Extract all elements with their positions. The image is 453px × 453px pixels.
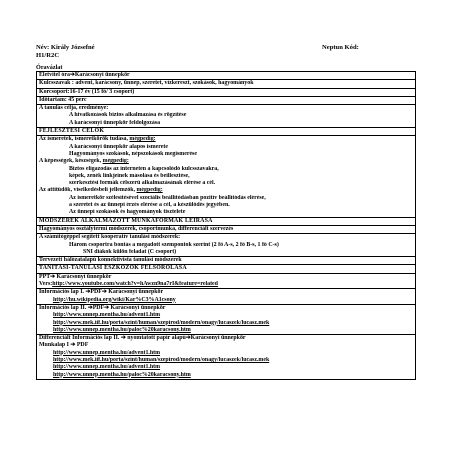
info-sheet-1-item: Információs lap I. ➔PDF➔ Karácsonyi ünnepkör	[39, 289, 164, 296]
differentiated-sheet-cell	[37, 335, 416, 380]
ppt-cell	[37, 273, 416, 289]
attitudes-heading: Az attitűdök, viselkedésbeli jellemzők, mégpedig:	[39, 187, 163, 194]
age-group-cell: Korcsoport:16-17 év (15 fő/ 3 csoport)	[37, 88, 416, 96]
table-row	[37, 225, 416, 233]
worksheet-item: Munkalap I ➔ PDF	[39, 342, 89, 349]
skills-heading: A képességek, készségek, mégpedig:	[39, 158, 129, 165]
lesson-plan-table	[36, 71, 416, 380]
document-subtitle: Óravázlat	[36, 64, 63, 71]
table-row	[37, 289, 416, 305]
info-sheet-1-cell	[37, 289, 416, 305]
attitudes-item: Az ismeretkör szélesítésével szociális beállítódásban pozitív beállítódás elérése,	[69, 194, 266, 201]
keywords-cell: Kulcsszavak : advent, karácsony, ünnep, szeretet, vízkereszt, szokások, hagyományok	[37, 80, 416, 88]
network-methods-cell: Tervezett hálózatalapú konnektivista tanulási módszerek	[37, 257, 416, 265]
table-row	[37, 105, 416, 128]
development-goals-cell	[37, 136, 416, 217]
table-row	[37, 72, 416, 80]
author-name: Név: Király Józsefné	[36, 44, 95, 51]
section-heading-development-goals: FEJLESZTÉSI CÉLOK	[37, 128, 416, 136]
ppt-item: PPT➔ Karácsonyi ünnepkör	[39, 273, 112, 280]
table-row	[37, 335, 416, 380]
table-row	[37, 80, 416, 88]
knowledge-heading: Az ismeretek, ismeretkörök tudása, mégpedig:	[39, 136, 156, 143]
knowledge-item: Hagyományos szokások, népszokások megismerése	[69, 150, 197, 157]
goal-heading: A tanulás célja, eredménye:	[39, 105, 109, 112]
table-row	[37, 234, 416, 257]
wikipedia-link[interactable]: http://hu.wikipedia.org/wiki/Kar%C3%A1csony	[53, 296, 176, 303]
section-heading-tools: TANÍTÁSI-TANULÁSI ESZKÖZÖK FELSOROLÁSA	[37, 265, 416, 273]
poem-link[interactable]: http://www.youtube.com/watch?v=hAwzn9na7rI&feature=related	[52, 281, 218, 288]
info-sheet-2-cell	[37, 304, 416, 334]
lucaszek-link[interactable]: http://www.mek.iif.hu/porta/szint/human/szepirod/modern/onagy/lucaszek/lucasz.mek	[53, 356, 270, 363]
table-row	[37, 88, 416, 96]
differentiated-item: Differenciált Információs lap II. ➔ nyomtatott papír alapú➔Karácsonyi ünnepkör	[39, 335, 246, 342]
table-row	[37, 273, 416, 289]
table-row	[37, 257, 416, 265]
cooperative-methods-cell	[37, 234, 416, 257]
table-row	[37, 265, 416, 273]
table-row	[37, 128, 416, 136]
table-row	[37, 217, 416, 225]
section-heading-methods: MÓDSZEREK ALKALMAZOTT MUNKAFORMÁK LEÍRÁSA	[37, 217, 416, 225]
paloc-link[interactable]: http://www.unnep.mentha.hu/paloc%20karacsony.htm	[53, 371, 191, 378]
duration-cell: Időtartam: 45 perc	[37, 96, 416, 104]
attitudes-item: a szeretet és az ünnepi érzés elérése a cél, a készülődés jegyében.	[69, 202, 230, 209]
poem-item: Vers:http://www.youtube.com/watch?v=hAwzn9na7rI&feature=related	[39, 281, 218, 288]
advent-link[interactable]: http://www.unnep.mentha.hu/advent1.htm	[53, 364, 161, 371]
table-row	[37, 304, 416, 334]
lucaszek-link[interactable]: http://www.mek.iif.hu/porta/szint/human/szepirod/modern/onagy/lucaszek/lucasz.mek	[53, 319, 270, 326]
methods-cell: Hagyományos osztálytermi módszerek, csoportmunka, differenciált szervezés	[37, 225, 416, 233]
learning-goal-cell	[37, 105, 416, 128]
advent-link[interactable]: http://www.unnep.mentha.hu/advent1.htm	[53, 312, 161, 319]
table-row	[37, 136, 416, 217]
paloc-link[interactable]: http://www.unnep.mentha.hu/paloc%20karacsony.htm	[53, 326, 191, 333]
info-sheet-2-item: Információs lap II. ➔PDF➔ Karácsonyi ünnepkör	[39, 304, 166, 311]
goal-item: A karácsonyi ünnepkör feldolgozása	[69, 119, 161, 126]
cooperative-item: Három csoportra bontás a megadott szempontok szerint (2 fő A-s, 2 fő B-s, 1 fő C-s)	[69, 241, 279, 248]
table-row	[37, 96, 416, 104]
skills-item: képek, zenék linkjeinek másolása és beillesztése,	[69, 172, 190, 179]
knowledge-item: A karácsonyi ünnepkör alapos ismerete	[69, 143, 168, 150]
skills-item: szerkesztési formák célszerű alkalmazásának elérése a cél.	[69, 180, 216, 187]
author-code: H1/R2C	[36, 52, 60, 59]
neptun-code-label: Neptun Kód:	[322, 44, 359, 51]
subject-cell: Életvitel óra➔Karácsonyi ünnepkör	[37, 72, 416, 80]
cooperative-heading: A számítógéppel segített kooperatív tanulási módszerek:	[39, 234, 181, 241]
cooperative-item: SNI diákok külön feladat (C csoport)	[83, 248, 177, 255]
skills-item: Biztos eligazodás az interneten a kapcsolódó kulcsszavakra,	[69, 165, 219, 172]
attitudes-item: Az ünnepi szokások és hagyományok tisztelete	[69, 209, 186, 216]
advent-link[interactable]: http://www.unnep.mentha.hu/advent1.htm	[53, 349, 161, 356]
goal-item: A hivatkozások biztos alkalmazása és rögzítése	[69, 112, 187, 119]
author-block	[36, 44, 95, 60]
